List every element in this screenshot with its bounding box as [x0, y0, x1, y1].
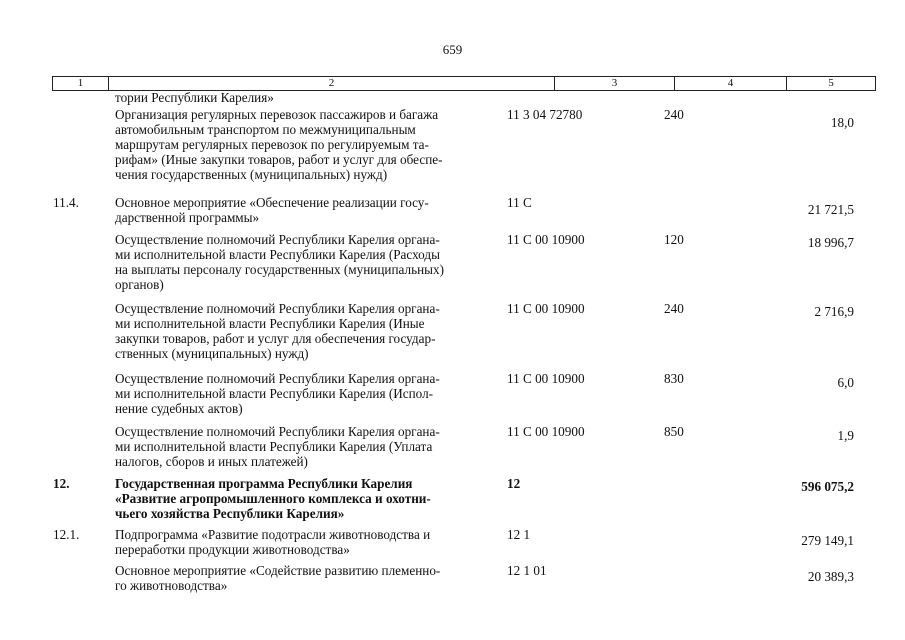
row-amount: 279 149,1: [801, 533, 854, 548]
row-number: 12.1.: [53, 527, 80, 542]
row-code: 11 С 00 10900: [507, 371, 585, 386]
page-number: 659: [442, 42, 463, 57]
row-amount: 596 075,2: [801, 479, 854, 494]
description-line: Государственная программа Республики Карелия: [115, 476, 413, 491]
header-col-1: 1: [53, 77, 109, 90]
description-line: органов): [115, 277, 164, 293]
description-line: ми исполнительной власти Республики Карелия (Расходы: [115, 247, 440, 263]
description-line: автомобильным транспортом по межмуниципальным: [115, 122, 416, 138]
row-number: 11.4.: [53, 195, 79, 210]
row-description: [115, 301, 497, 361]
row-amount: 21 721,5: [807, 202, 854, 217]
row-expense-type: 240: [664, 107, 684, 122]
row-code: 11 С 00 10900: [507, 301, 585, 316]
row-description: [115, 107, 497, 182]
row-code: 11 С 00 10900: [507, 424, 585, 439]
row-amount: 6,0: [837, 375, 854, 390]
description-line: «Развитие агропромышленного комплекса и охотни-: [115, 491, 431, 507]
description-line: тории Республики Карелия»: [115, 90, 274, 105]
row-code: 11 С: [507, 195, 532, 210]
description-line: дарственной программы»: [115, 210, 260, 226]
row-description: [115, 90, 497, 105]
row-description: [115, 476, 497, 521]
row-description: [115, 195, 497, 225]
row-amount: 18 996,7: [807, 235, 854, 250]
row-amount: 18,0: [830, 115, 854, 130]
description-line: Основное мероприятие «Содействие развитию племенно-: [115, 563, 441, 578]
row-amount: 2 716,9: [814, 304, 854, 319]
description-line: Осуществление полномочий Республики Карелия органа-: [115, 232, 440, 247]
description-line: го животноводства»: [115, 578, 228, 594]
row-expense-type: 240: [664, 301, 684, 316]
description-line: Осуществление полномочий Республики Карелия органа-: [115, 424, 440, 439]
row-description: [115, 563, 497, 593]
description-line: Осуществление полномочий Республики Карелия органа-: [115, 301, 440, 316]
row-expense-type: 850: [664, 424, 684, 439]
row-description: [115, 232, 497, 292]
row-code: 11 С 00 10900: [507, 232, 585, 247]
row-amount: 1,9: [837, 428, 854, 443]
row-code: 12 1: [507, 527, 531, 542]
row-expense-type: 830: [664, 371, 684, 386]
description-line: на выплаты персоналу государственных (муниципальных): [115, 262, 444, 278]
row-amount: 20 389,3: [807, 569, 854, 584]
row-number: 12.: [53, 476, 70, 491]
description-line: переработки продукции животноводства»: [115, 542, 350, 558]
description-line: Подпрограмма «Развитие подотрасли животноводства и: [115, 527, 431, 542]
header-col-4: 4: [675, 77, 787, 90]
description-line: ми исполнительной власти Республики Карелия (Испол-: [115, 386, 434, 402]
description-line: Осуществление полномочий Республики Карелия органа-: [115, 371, 440, 386]
description-line: нение судебных актов): [115, 401, 243, 417]
description-line: ми исполнительной власти Республики Карелия (Уплата: [115, 439, 433, 455]
row-description: [115, 371, 497, 416]
description-line: Организация регулярных перевозок пассажиров и багажа: [115, 107, 439, 122]
description-line: маршрутам регулярных перевозок по регулируемым та-: [115, 137, 429, 153]
header-col-5: 5: [828, 77, 834, 89]
description-line: ми исполнительной власти Республики Карелия (Иные: [115, 316, 425, 332]
row-expense-type: 120: [664, 232, 684, 247]
description-line: налогов, сборов и иных платежей): [115, 454, 308, 470]
description-line: Основное мероприятие «Обеспечение реализации госу-: [115, 195, 429, 210]
header-col-2: 2: [109, 77, 555, 90]
header-col-3: 3: [555, 77, 675, 90]
row-code: 12 1 01: [507, 563, 547, 578]
row-code: 12: [507, 476, 521, 491]
description-line: рифам» (Иные закупки товаров, работ и услуг для обеспе-: [115, 152, 443, 168]
row-description: [115, 527, 497, 557]
row-description: [115, 424, 497, 469]
description-line: чьего хозяйства Республики Карелия»: [115, 506, 345, 522]
description-line: ственных (муниципальных) нужд): [115, 346, 309, 362]
row-code: 11 3 04 72780: [507, 107, 583, 122]
table-header: [52, 76, 876, 91]
description-line: закупки товаров, работ и услуг для обеспечения государ-: [115, 331, 436, 347]
description-line: чения государственных (муниципальных) нужд): [115, 167, 388, 183]
